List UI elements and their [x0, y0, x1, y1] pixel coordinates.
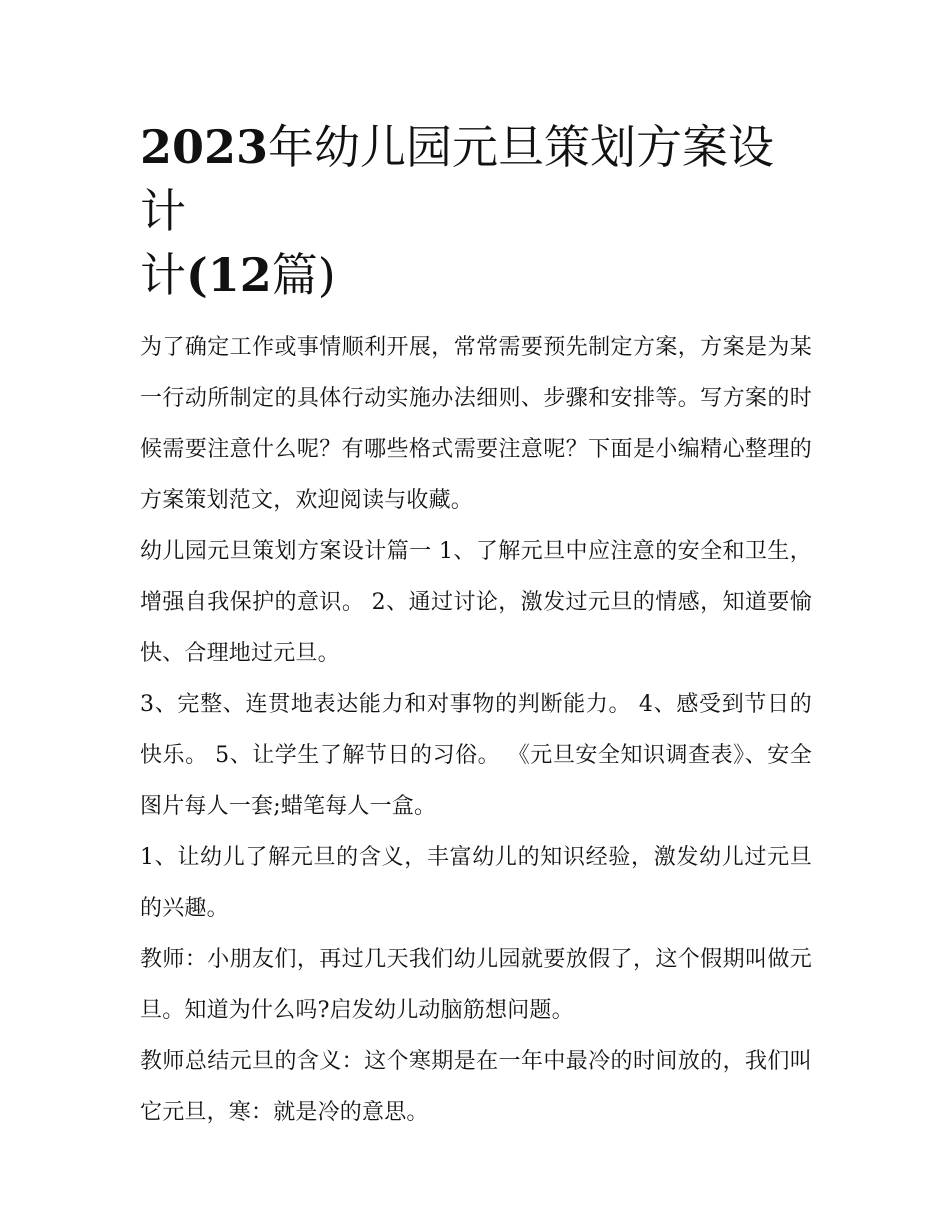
title-year: 2023 — [140, 120, 269, 174]
title-count: (12 — [186, 248, 272, 302]
paragraph-activity-1: 1、让幼儿了解元旦的含义，丰富幼儿的知识经验，激发幼儿过元旦的兴趣。 — [140, 845, 812, 921]
title-text: 年幼儿园元旦策划方案设计 — [140, 120, 775, 238]
paragraph-goals-1: 幼儿园元旦策划方案设计篇一 1、了解元旦中应注意的安全和卫生，增强自我保护的意识。 2、通过讨论，激发过元旦的情感，知道要愉快、合理地过元旦。 — [140, 539, 812, 666]
paragraph-intro: 为了确定工作或事情顺利开展，常常需要预先制定方案，方案是为某一行动所制定的具体行动实施办法细则、步骤和安排等。写方案的时候需要注意什么呢？有哪些格式需要注意呢？下面是小编精心整理的方案策划范文，欢迎阅读与收藏。 — [140, 335, 812, 513]
document-title — [140, 115, 812, 307]
title-suffix: 篇) — [271, 248, 336, 302]
paragraph-teacher-1: 教师：小朋友们，再过几天我们幼儿园就要放假了，这个假期叫做元旦。知道为什么吗?启发幼儿动脑筋想问题。 — [140, 947, 812, 1023]
paragraph-goals-2: 3、完整、连贯地表达能力和对事物的判断能力。 4、感受到节日的快乐。 5、让学生了解节日的习俗。 《元旦安全知识调查表》、安全图片每人一套;蜡笔每人一盒。 — [140, 692, 812, 819]
title-line2-prefix: 计 — [140, 248, 186, 302]
paragraph-teacher-2: 教师总结元旦的含义：这个寒期是在一年中最冷的时间放的，我们叫它元旦，寒：就是冷的意思。 — [140, 1049, 812, 1125]
document-page — [140, 115, 812, 1138]
